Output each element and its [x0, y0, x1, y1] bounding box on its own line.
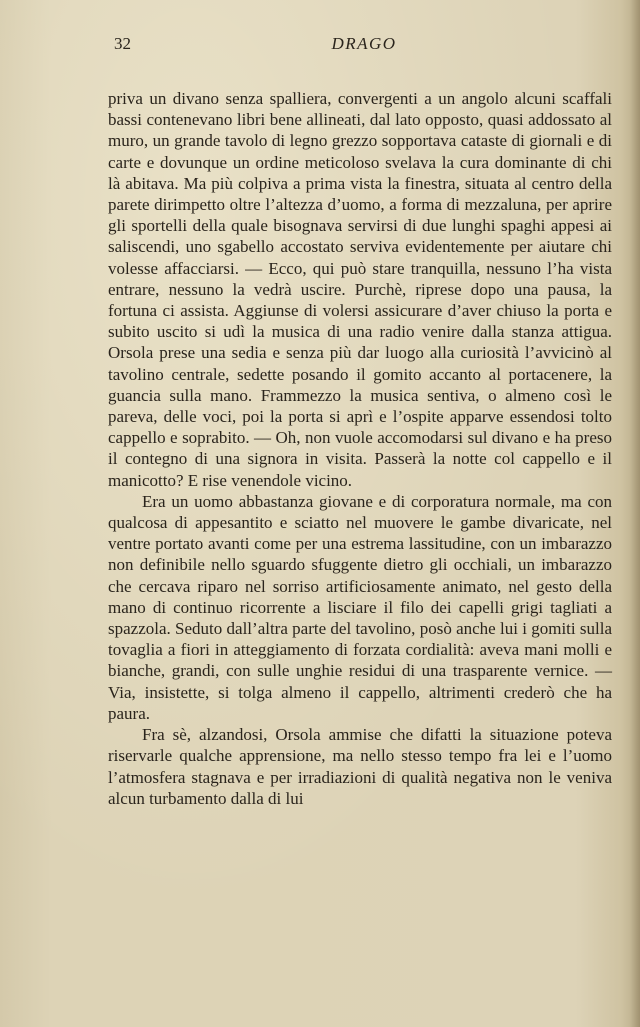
paragraph: priva un divano senza spalliera, convergenti a un angolo alcuni scaffali bassi contenevano libri bene allineati, dal lato opposto, quasi addossato al muro, un grande tavolo di legno grezzo sopportava cataste di giornali e di carte e dovunque un ordine meticoloso svelava la cura dominante di chi là abitava. Ma più colpiva a prima vista la finestra, situata al centro della parete dirimpetto oltre l’altezza d’uomo, a forma di mezzaluna, per aprire gli sportelli della quale bisognava servirsi di due lunghi spaghi appesi ai saliscendi, uno sgabello accostato serviva evidentemente per aiutare chi volesse affacciarsi. — Ecco, qui può stare tranquilla, nessuno l’ha vista entrare, nessuno la vedrà uscire. Purchè, riprese dopo una pausa, la fortuna ci assista. Aggiunse di volersi assicurare d’aver chiuso la porta e subito uscito si udì la musica di una radio venire dalla stanza attigua. Orsola prese una sedia e senza più dar luogo alla curiosità l’avvicinò al tavolino centrale, sedette posando il gomito accanto al portacenere, la guancia sulla mano. Frammezzo la musica sentiva, o almeno così le pareva, delle voci, poi la porta si aprì e l’ospite apparve essendosi tolto cappello e soprabito. — Oh, non vuole accomodarsi sul divano e ha preso il contegno di una signora in visita. Passerà la notte col cappello e il manicotto? E rise venendole vicino.	[108, 89, 612, 490]
paragraph: Era un uomo abbastanza giovane e di corporatura normale, ma con qualcosa di appesantito e sciatto nel muovere le gambe divaricate, nel ventre portato avanti come per una estrema lassitudine, con un imbarazzo non definibile nello sguardo sfuggente dietro gli occhiali, un imbarazzo che cercava riparo nel sorriso artificiosamente animato, nel gesto della mano di continuo ricorrente a lisciare il filo dei capelli grigi tagliati a spazzola. Seduto dall’altra parte del tavolino, posò anche lui i gomiti sulla tovaglia a fiori in atteggiamento di forzata cordialità: aveva mani molli e bianche, grandi, con sulle unghie residui di una trasparente vernice. — Via, insistette, si tolga almeno il cappello, altrimenti crederò che ha paura.	[108, 491, 612, 723]
running-title: DRAGO	[331, 34, 397, 53]
body-text	[108, 88, 612, 809]
page-number: 32	[114, 34, 131, 53]
paragraph: Fra sè, alzandosi, Orsola ammise che difatti la situazione poteva riservarle qualche apprensione, ma nello stesso tempo fra lei e l’uomo l’atmosfera stagnava e per irradiazioni di qualità negativa non le veniva alcun turbamento dalla di lui	[108, 725, 612, 808]
page-header	[114, 34, 614, 60]
